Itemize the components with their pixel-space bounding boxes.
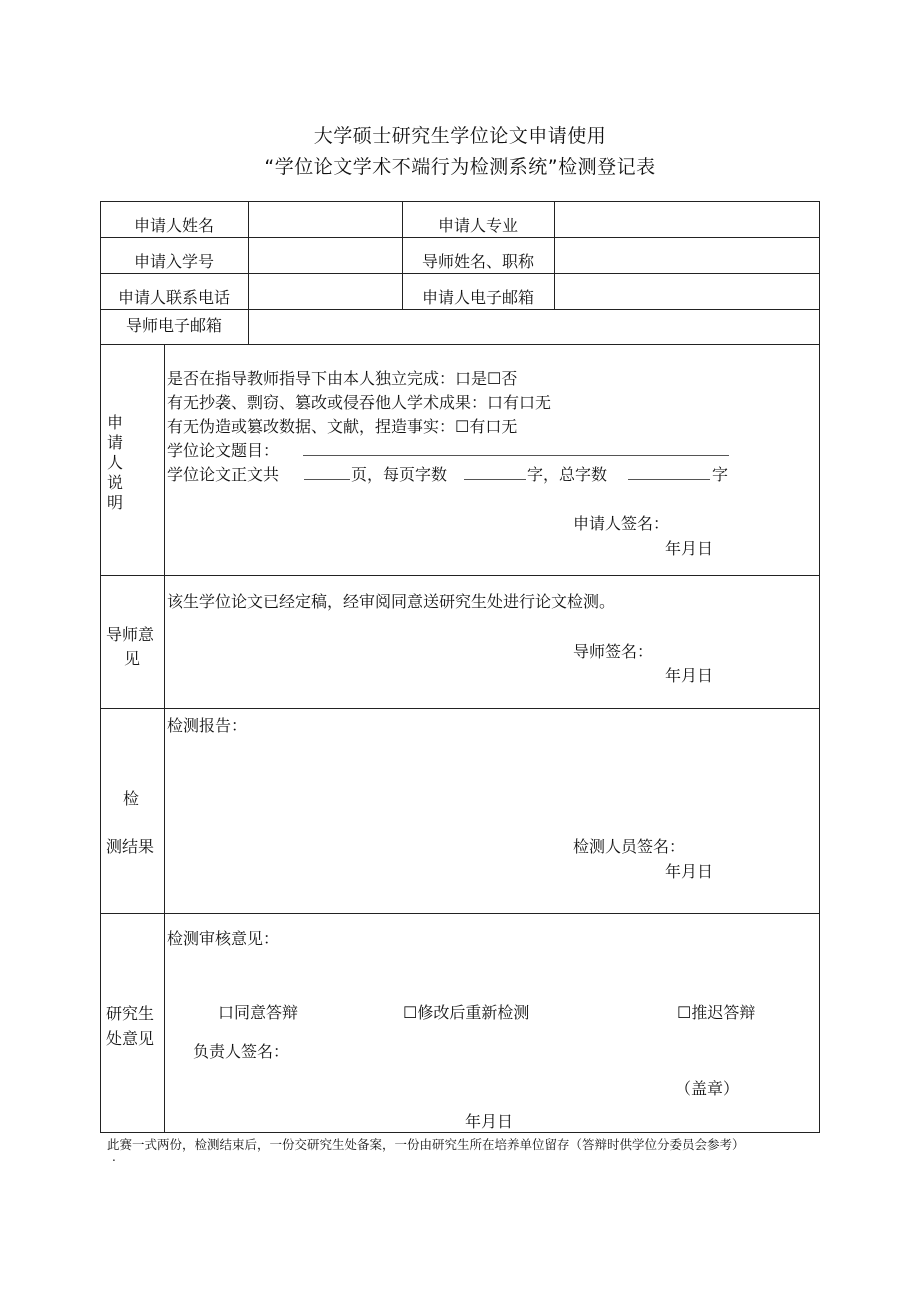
footer-trailing-mark: . xyxy=(112,1150,116,1164)
applicant-name-label: 申请人姓名 xyxy=(133,216,214,235)
advisor-opinion-text: 该生学位论文已经定稿，经审阅同意送研究生处进行论文检测。 xyxy=(167,592,616,611)
applicant-section-label xyxy=(100,413,130,513)
chars-per-page-field[interactable] xyxy=(464,479,526,480)
total-chars-field[interactable] xyxy=(628,479,710,480)
responsible-signature-label: 负责人签名： xyxy=(193,1042,290,1061)
advisor-date: 年月日 xyxy=(665,666,714,685)
detection-label-2: 测结果 xyxy=(106,837,155,856)
form-title-line2: “学位论文学术不端行为检测系统”检测登记表 xyxy=(264,156,656,178)
advisor-opinion-label-1: 导师意 xyxy=(106,625,155,644)
applicant-section-label-text: 申 请 人 说 明 xyxy=(106,413,123,512)
advisor-opinion-label-2: 见 xyxy=(124,649,141,668)
independent-completion-line: 是否在指导教师指导下由本人独立完成：口是☐否 xyxy=(167,369,518,388)
count-chars-text: 字，总字数 xyxy=(527,465,608,484)
count-prefix: 学位论文正文共 xyxy=(167,465,280,484)
detection-signature-label: 检测人员签名： xyxy=(573,837,686,856)
footer-note: 此赛一式两份，检测结束后，一份交研究生处备案，一份由研究生所在培养单位留存（答辩时供学位分委员会参考） xyxy=(107,1137,745,1152)
plagiarism-line: 有无抄袭、剽窃、篡改或侵吞他人学术成果：口有口无 xyxy=(167,393,552,412)
seal-label: （盖章） xyxy=(675,1079,740,1098)
page-count-field[interactable] xyxy=(304,479,350,480)
advisor-email-label: 导师电子邮箱 xyxy=(125,316,222,335)
advisor-email-field[interactable] xyxy=(249,310,819,344)
thesis-title-label: 学位论文题目： xyxy=(167,441,280,460)
review-opinion-label: 检测审核意见： xyxy=(167,929,280,948)
office-label-2: 处意见 xyxy=(106,1029,155,1048)
office-date: 年月日 xyxy=(465,1112,514,1131)
option-postpone-defense[interactable]: ☐推迟答辩 xyxy=(677,1003,756,1022)
detection-report-label: 检测报告： xyxy=(167,716,248,735)
phone-field[interactable] xyxy=(249,274,402,309)
detection-date: 年月日 xyxy=(665,862,714,881)
email-label: 申请人电子邮箱 xyxy=(421,288,534,307)
fabrication-line: 有无伪造或篡改数据、文献，捏造事实：☐有口无 xyxy=(167,417,518,436)
student-id-field[interactable] xyxy=(249,238,402,273)
option-agree-defense[interactable]: 口同意答辩 xyxy=(218,1003,299,1022)
phone-label: 申请人联系电话 xyxy=(117,288,230,307)
office-label-1: 研究生 xyxy=(106,1004,155,1023)
detection-label-1: 检 xyxy=(123,789,140,808)
form-title-line1: 大学硕士研究生学位论文申请使用 xyxy=(313,125,607,147)
thesis-title-field[interactable] xyxy=(303,455,729,456)
advisor-name-field[interactable] xyxy=(555,238,819,273)
applicant-signature-label: 申请人签名： xyxy=(573,514,670,533)
option-revise-recheck[interactable]: ☐修改后重新检测 xyxy=(403,1003,530,1022)
applicant-date: 年月日 xyxy=(665,539,714,558)
advisor-name-label: 导师姓名、职称 xyxy=(421,252,534,271)
email-field[interactable] xyxy=(555,274,819,309)
advisor-signature-label: 导师签名： xyxy=(573,642,654,661)
count-suffix: 字 xyxy=(712,465,729,484)
applicant-name-field[interactable] xyxy=(249,202,402,237)
applicant-major-field[interactable] xyxy=(555,202,819,237)
applicant-major-label: 申请人专业 xyxy=(437,216,518,235)
count-pages-text: 页，每页字数 xyxy=(351,465,448,484)
student-id-label: 申请入学号 xyxy=(133,252,214,271)
